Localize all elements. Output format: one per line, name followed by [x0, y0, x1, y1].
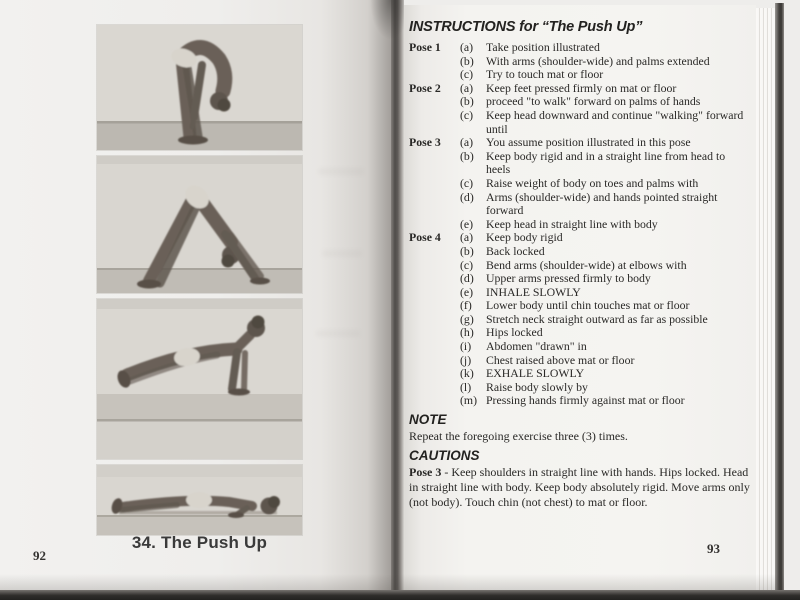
pose-instruction	[460, 55, 757, 69]
pose-instruction	[460, 286, 757, 300]
bleed-through-mark	[318, 168, 364, 175]
pose-items	[460, 82, 757, 136]
instruction-letter: (l)	[460, 379, 472, 394]
instruction-text: Hips locked	[486, 325, 543, 340]
pose-items	[460, 231, 757, 408]
instruction-letter: (a)	[460, 230, 474, 245]
pose-instruction	[460, 259, 757, 273]
instructions-page-content	[409, 19, 757, 510]
instruction-letter: (c)	[460, 175, 474, 190]
instruction-text: Lower body until chin touches mat or floor	[486, 298, 690, 313]
pose-instruction	[460, 136, 757, 150]
bottom-page-shadow	[0, 574, 784, 591]
photo-pose-4-illustration	[97, 465, 302, 535]
pose-label: Pose 1	[409, 40, 441, 54]
instruction-text: Keep feet pressed firmly on mat or floor	[486, 80, 677, 95]
pose-instruction	[460, 272, 757, 286]
instruction-letter: (b)	[460, 94, 474, 109]
photo-pose-4	[97, 465, 302, 535]
note-text: Repeat the foregoing exercise three (3) times.	[409, 429, 628, 444]
pose-instruction	[460, 191, 757, 218]
photo-pose-1	[97, 25, 302, 150]
instruction-letter: (d)	[460, 271, 474, 286]
book-spine-gutter	[391, 0, 404, 591]
instruction-text: Take position illustrated	[486, 40, 600, 54]
bleed-through-mark	[316, 330, 360, 337]
instruction-text: With arms (shoulder-wide) and palms extended	[486, 53, 710, 68]
photo-pose-1-illustration	[97, 25, 302, 150]
pose-instruction	[460, 41, 757, 55]
instruction-text: EXHALE SLOWLY	[486, 366, 585, 381]
instruction-text: Back locked	[486, 243, 545, 258]
instruction-text: Keep body rigid	[486, 230, 563, 245]
pose-instruction	[460, 381, 757, 395]
spine-shadow	[370, 0, 404, 40]
instruction-letter: (b)	[460, 53, 474, 68]
instruction-letter: (d)	[460, 189, 474, 204]
pose-label: Pose 2	[409, 80, 441, 95]
pose-row	[409, 41, 757, 82]
instruction-letter: (e)	[460, 216, 474, 231]
instruction-letter: (m)	[460, 393, 478, 408]
pose-row	[409, 82, 757, 136]
instruction-text: Keep body rigid and in a straight line from head to heels	[486, 148, 726, 177]
instruction-text: Chest raised above mat or floor	[486, 352, 635, 367]
instruction-text: INHALE SLOWLY	[486, 284, 581, 299]
pose-instruction	[460, 150, 757, 177]
pose-instructions-list	[409, 41, 757, 408]
instruction-text: Bend arms (shoulder-wide) at elbows with	[486, 257, 687, 272]
cautions-paragraph	[409, 465, 757, 511]
instruction-letter: (g)	[460, 311, 474, 326]
instruction-letter: (b)	[460, 148, 474, 163]
page-number-right: 93	[707, 541, 720, 556]
instruction-text: Raise weight of body on toes and palms with	[486, 175, 699, 190]
instruction-text: Raise body slowly by	[486, 379, 588, 394]
pose-label: Pose 3	[409, 135, 441, 150]
cautions-heading: CAUTIONS	[409, 447, 480, 463]
pose-instruction	[460, 394, 757, 408]
instruction-letter: (c)	[460, 67, 474, 82]
book-edge-shadow	[775, 3, 784, 595]
pose-items	[460, 41, 757, 82]
instruction-text: proceed "to walk" forward on palms of hands	[486, 94, 701, 109]
instruction-text: Keep head in straight line with body	[486, 216, 658, 231]
photo-pose-3-illustration	[97, 299, 302, 459]
pose-label: Pose 4	[409, 230, 441, 245]
instruction-letter: (f)	[460, 298, 472, 313]
pose-instruction	[460, 354, 757, 368]
photo-pose-3	[97, 299, 302, 459]
instruction-letter: (i)	[460, 339, 472, 354]
instruction-letter: (a)	[460, 40, 474, 54]
instruction-text: Upper arms pressed firmly to body	[486, 271, 651, 286]
instruction-text: You assume position illustrated in this pose	[486, 135, 691, 150]
pose-items	[460, 136, 757, 231]
note-heading: NOTE	[409, 412, 447, 428]
instruction-letter: (c)	[460, 107, 474, 122]
photo-pose-2	[97, 156, 302, 293]
pose-instruction	[460, 245, 757, 259]
photo-pose-2-illustration	[97, 156, 302, 293]
instruction-letter: (b)	[460, 243, 474, 258]
pose-instruction	[460, 68, 757, 82]
pose-instruction	[460, 367, 757, 381]
instruction-letter: (a)	[460, 80, 474, 95]
cautions-text: - Keep shoulders in straight line with hands. Hips locked. Head in straight line with body. Keep body absolutely rigid. Move arms only (not body). Touch chin (not chest) to mat or floor.	[409, 464, 750, 509]
pose-instruction	[460, 177, 757, 191]
instruction-letter: (a)	[460, 135, 474, 150]
pose-instruction	[460, 299, 757, 313]
instruction-text: Pressing hands firmly against mat or floor	[486, 393, 685, 408]
pose-instruction	[460, 218, 757, 232]
bleed-through-mark	[322, 250, 362, 257]
pose-instruction	[460, 109, 757, 136]
instruction-text: Stretch neck straight outward as far as possible	[486, 311, 708, 326]
pose-instruction	[460, 82, 757, 96]
instruction-letter: (k)	[460, 366, 474, 381]
instruction-letter: (j)	[460, 352, 472, 367]
instruction-letter: (e)	[460, 284, 474, 299]
instruction-text: Try to touch mat or floor	[486, 67, 604, 82]
pose-instruction	[460, 340, 757, 354]
instruction-text: Keep head downward and continue "walking" forward until	[486, 107, 744, 136]
pose-instruction	[460, 231, 757, 245]
pose-instruction	[460, 313, 757, 327]
book-bottom-edge	[0, 590, 800, 600]
photo-caption: 34. The Push Up	[131, 533, 268, 552]
page-edges	[756, 8, 775, 591]
page-number-left: 92	[33, 548, 46, 563]
exercise-photo-strip	[97, 25, 302, 535]
pose-instruction	[460, 95, 757, 109]
pose-row	[409, 136, 757, 231]
instruction-letter: (h)	[460, 325, 474, 340]
instruction-text: Abdomen "drawn" in	[486, 339, 587, 354]
instructions-title: INSTRUCTIONS for “The Push Up”	[409, 19, 643, 35]
cautions-pose-label: Pose 3	[409, 464, 442, 479]
instruction-letter: (c)	[460, 257, 474, 272]
pose-row	[409, 231, 757, 408]
pose-instruction	[460, 326, 757, 340]
instruction-text: Arms (shoulder-wide) and hands pointed straight forward	[486, 189, 718, 218]
